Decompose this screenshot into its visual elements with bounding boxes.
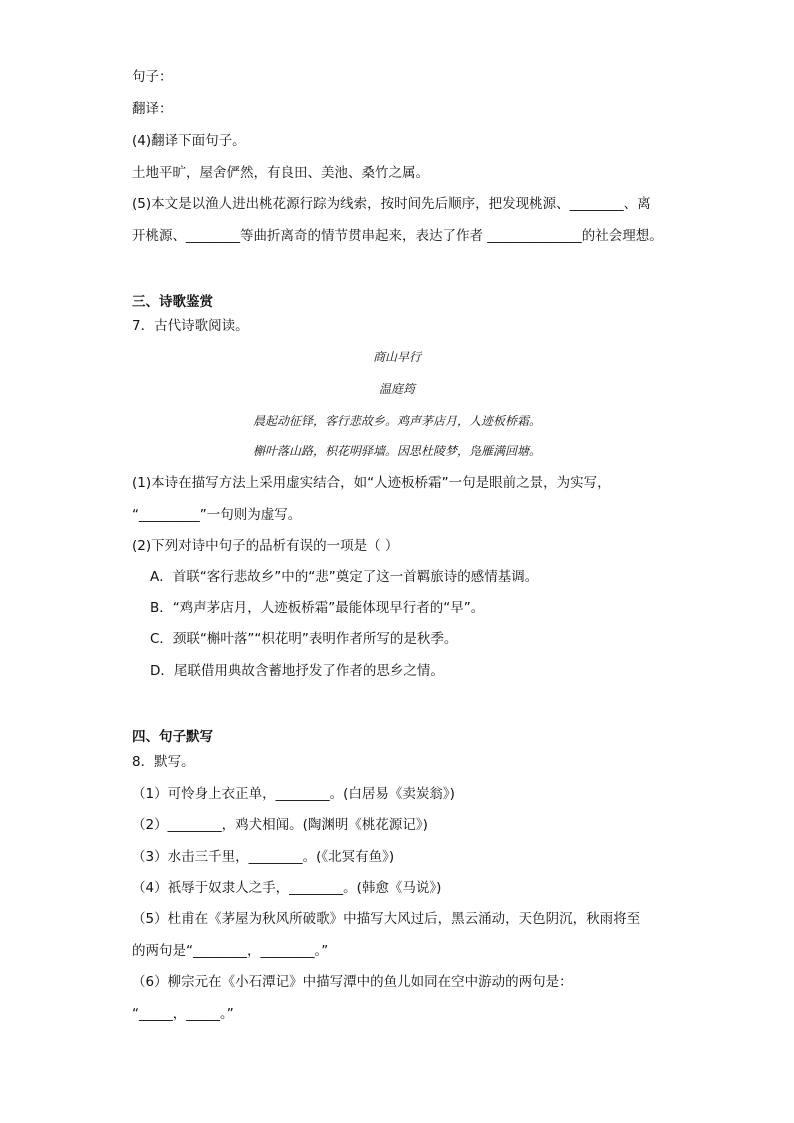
option-c: C．颈联“槲叶落”“枳花明”表明作者所写的是秋季。 xyxy=(150,631,458,647)
translation-label: 翻译： xyxy=(132,101,173,117)
dictation-4: （4）祇辱于奴隶人之手，________。(韩愈《马说》) xyxy=(132,880,442,896)
dictation-5-line1: （5）杜甫在《茅屋为秋风所破歌》中描写大风过后，黑云涌动，天色阴沉，秋雨将至 xyxy=(132,911,641,927)
question-7-1-line1: (1)本诗在描写方法上采用虚实结合，如“人迹板桥霜”一句是眼前之景，为实写， xyxy=(132,475,611,491)
question-8: 8．默写。 xyxy=(132,754,195,770)
poem-author: 温庭筠 xyxy=(378,382,415,396)
question-5-line1: (5)本文是以渔人进出桃花源行踪为线索，按时间先后顺序，把发现桃源、________、离 xyxy=(132,196,651,212)
poem-line-1: 晨起动征铎，客行悲故乡。鸡声茅店月，人迹板桥霜。 xyxy=(252,414,541,428)
question-4: (4)翻译下面句子。 xyxy=(132,133,246,149)
option-a: A．首联“客行悲故乡”中的“悲”奠定了这一首羁旅诗的感情基调。 xyxy=(150,569,539,585)
option-d: D．尾联借用典故含蓄地抒发了作者的思乡之情。 xyxy=(150,663,444,679)
option-b: B．“鸡声茅店月，人迹板桥霜”最能体现早行者的“早”。 xyxy=(150,600,485,616)
question-7: 7．古代诗歌阅读。 xyxy=(132,318,249,334)
dictation-5-line2: 的两句是“________，________。” xyxy=(132,943,329,959)
question-7-1-line2: “_________”一句则为虚写。 xyxy=(132,507,302,523)
question-5-line2: 开桃源、________等曲折离奇的情节贯串起来，表达了作者 ______________的社会理想。 xyxy=(132,228,663,244)
dictation-3: （3）水击三千里，________。(《北冥有鱼》) xyxy=(132,849,395,865)
sentence-label: 句子： xyxy=(132,69,173,85)
dictation-6-line1: （6）柳宗元在《小石潭记》中描写潭中的鱼儿如同在空中游动的两句是： xyxy=(132,974,573,990)
poem-title: 商山早行 xyxy=(372,350,421,364)
question-7-2: (2)下列对诗中句子的品析有误的一项是（ ） xyxy=(132,538,399,554)
dictation-1: （1）可怜身上衣正单，________。(白居易《卖炭翁》) xyxy=(132,786,455,802)
poem-line-2: 槲叶落山路，枳花明驿墙。因思杜陵梦，凫雁满回塘。 xyxy=(252,444,541,458)
dictation-6-line2: “_____，_____。” xyxy=(132,1006,234,1022)
section-4-heading: 四、句子默写 xyxy=(132,729,213,745)
dictation-2: （2）________，鸡犬相闻。(陶渊明《桃花源记》) xyxy=(132,817,428,833)
sentence-to-translate: 土地平旷，屋舍俨然，有良田、美池、桑竹之属。 xyxy=(132,165,429,181)
section-3-heading: 三、诗歌鉴赏 xyxy=(132,294,213,310)
